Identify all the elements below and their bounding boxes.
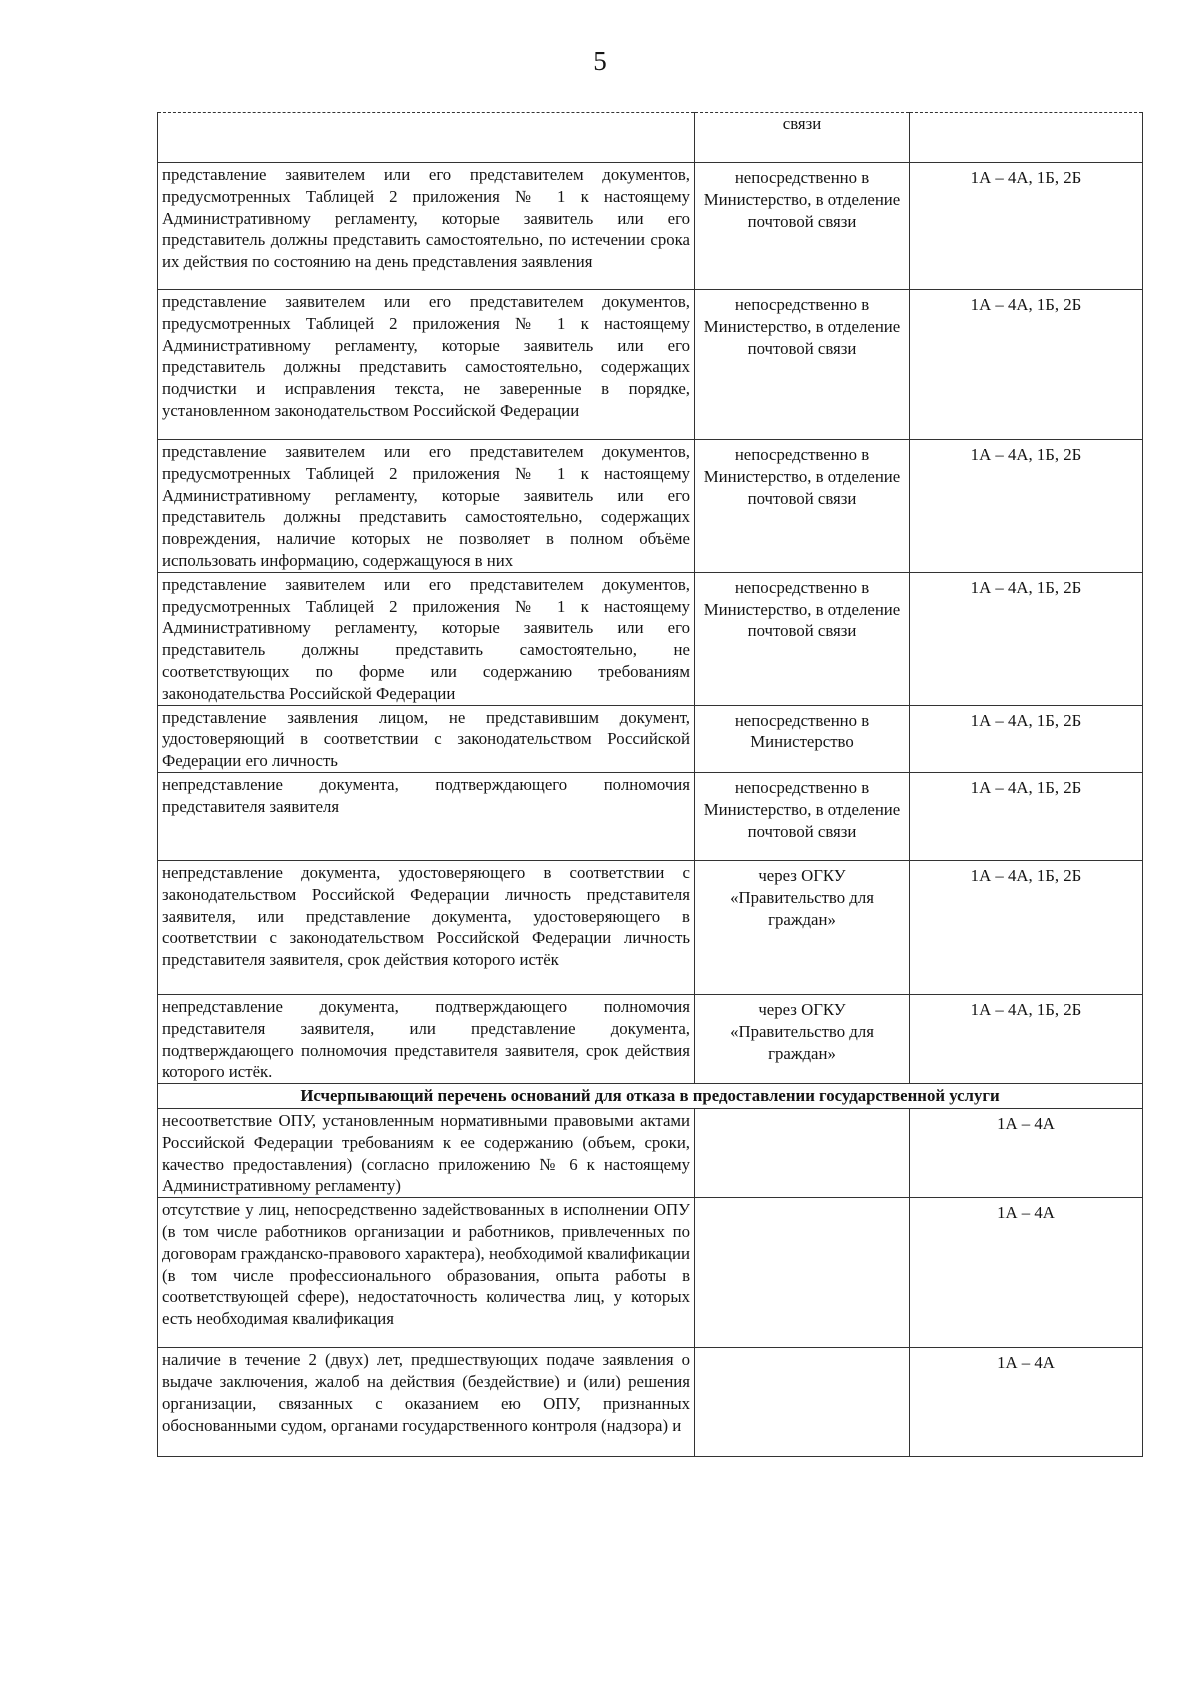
reason-cell (158, 113, 695, 163)
table-row (158, 1108, 1143, 1197)
table-row (158, 163, 1143, 290)
method-cell: непосредственно в Министерство, в отделение почтовой связи (695, 163, 910, 290)
codes-cell (910, 113, 1143, 163)
codes-cell: 1А – 4А, 1Б, 2Б (910, 440, 1143, 573)
method-cell: непосредственно в Министерство, в отделение почтовой связи (695, 572, 910, 705)
codes-cell: 1А – 4А, 1Б, 2Б (910, 572, 1143, 705)
page-number: 5 (593, 46, 607, 76)
table-row (158, 290, 1143, 440)
reason-cell: представление заявления лицом, не представившим документ, удостоверяющий в соответствии с законодательством Российской Федерации его личность (158, 705, 695, 772)
method-cell: непосредственно в Министерство (695, 705, 910, 772)
table-row (158, 440, 1143, 573)
reason-cell: представление заявителем или его представителем документов, предусмотренных Таблицей 2 приложения № 1 к настоящему Административному регламенту, которые заявитель или его представитель должны представить самостоятельно, не соответствующих по форме или содержанию требованиям законодательства Российской Федерации (158, 572, 695, 705)
codes-cell: 1А – 4А (910, 1198, 1143, 1348)
method-cell: непосредственно в Министерство, в отделение почтовой связи (695, 772, 910, 860)
table-row (158, 860, 1143, 994)
table-row (158, 994, 1143, 1083)
reason-cell: непредставление документа, подтверждающего полномочия представителя заявителя (158, 772, 695, 860)
table-row (158, 113, 1143, 163)
method-cell: непосредственно в Министерство, в отделение почтовой связи (695, 290, 910, 440)
codes-cell: 1А – 4А, 1Б, 2Б (910, 705, 1143, 772)
table-row (158, 1198, 1143, 1348)
method-cell: через ОГКУ «Правительство для граждан» (695, 994, 910, 1083)
reason-cell: представление заявителем или его представителем документов, предусмотренных Таблицей 2 приложения № 1 к настоящему Административному регламенту, которые заявитель или его представитель должны представить самостоятельно, содержащих подчистки и исправления текста, не заверенные в порядке, установленном законодательством Российской Федерации (158, 290, 695, 440)
section-heading-row (158, 1084, 1143, 1109)
reason-cell: представление заявителем или его представителем документов, предусмотренных Таблицей 2 приложения № 1 к настоящему Административному регламенту, которые заявитель или его представитель должны представить самостоятельно, по истечении срока их действия по состоянию на день представления заявления (158, 163, 695, 290)
reason-cell: несоответствие ОПУ, установленным нормативными правовыми актами Российской Федерации требованиям к ее содержанию (объем, сроки, качество предоставления) (согласно приложению № 6 к настоящему Административному регламенту) (158, 1108, 695, 1197)
codes-cell: 1А – 4А (910, 1108, 1143, 1197)
method-cell (695, 1198, 910, 1348)
reason-cell: непредставление документа, удостоверяющего в соответствии с законодательством Российской Федерации личность представителя заявителя, или представление документа, удостоверяющего в соответствии с законодательством Российской Федерации личность представителя заявителя, срок действия которого истёк (158, 860, 695, 994)
table-row (158, 572, 1143, 705)
reason-cell: непредставление документа, подтверждающего полномочия представителя заявителя, или представление документа, подтверждающего полномочия представителя заявителя, срок действия которого истёк. (158, 994, 695, 1083)
table-row (158, 1348, 1143, 1457)
method-cell (695, 1108, 910, 1197)
codes-cell: 1А – 4А, 1Б, 2Б (910, 163, 1143, 290)
reason-cell: наличие в течение 2 (двух) лет, предшествующих подаче заявления о выдаче заключения, жалоб на действия (бездействие) и (или) решения организации, связанных с оказанием ею ОПУ, признанных обоснованными судом, органами государственного контроля (надзора) и (158, 1348, 695, 1457)
method-cell: связи (695, 113, 910, 163)
table-row (158, 705, 1143, 772)
grounds-table-body (158, 113, 1143, 1457)
section-title: Исчерпывающий перечень оснований для отказа в предоставлении государственной услуги (158, 1084, 1143, 1109)
codes-cell: 1А – 4А (910, 1348, 1143, 1457)
grounds-table (157, 112, 1143, 1457)
codes-cell: 1А – 4А, 1Б, 2Б (910, 772, 1143, 860)
reason-cell: представление заявителем или его представителем документов, предусмотренных Таблицей 2 приложения № 1 к настоящему Административному регламенту, которые заявитель или его представитель должны представить самостоятельно, содержащих повреждения, наличие которых не позволяет в полном объёме использовать информацию, содержащуюся в них (158, 440, 695, 573)
reason-cell: отсутствие у лиц, непосредственно задействованных в исполнении ОПУ (в том числе работников организации и работников, привлеченных по договорам гражданско-правового характера), необходимой квалификации (в том числе профессионального образования, опыта работы в соответствующей сфере), недостаточность количества лиц, у которых есть необходимая квалификация (158, 1198, 695, 1348)
codes-cell: 1А – 4А, 1Б, 2Б (910, 290, 1143, 440)
method-cell (695, 1348, 910, 1457)
codes-cell: 1А – 4А, 1Б, 2Б (910, 994, 1143, 1083)
codes-cell: 1А – 4А, 1Б, 2Б (910, 860, 1143, 994)
method-cell: непосредственно в Министерство, в отделение почтовой связи (695, 440, 910, 573)
method-cell: через ОГКУ «Правительство для граждан» (695, 860, 910, 994)
table-row (158, 772, 1143, 860)
